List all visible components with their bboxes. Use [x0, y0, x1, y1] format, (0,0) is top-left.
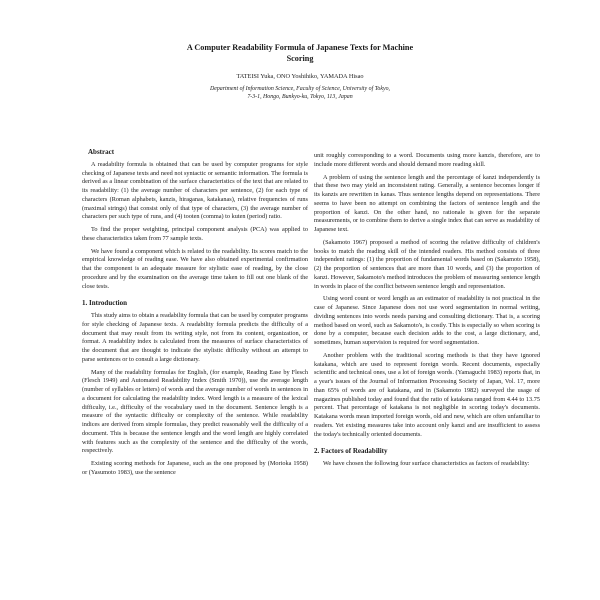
- left-column: [82, 148, 308, 478]
- paper-title: [150, 42, 450, 64]
- body-paragraph: (Sakamoto 1967) proposed a method of scoring the relative difficulty of children's books to match the reading skill of the intended readers. His method consists of three independent ratings: (1) the proportion of fundamental words based on (Sakamoto 1958), (2) the proportion of sentences that are more than 10 words, and (3) the proportion of kanzi. However, Sakamoto's method introduces the problem of measuring sentence length in words in place of the conflict between sentence length and representation.: [314, 238, 540, 290]
- right-column: [314, 152, 540, 469]
- body-paragraph: Using word count or word length as an estimator of readability is not practical in the case of Japanese. Since Japanese does not use word segmentation in normal writing, dividing sentences into words needs parsing and consulting dictionary. That is, a scoring method based on word, such as Sakamoto's, is costly. This is especially so when scoring is done by a computer, because each decision adds to the cost, a large dictionary, and, sometimes, human supervision is required for word segmentation.: [314, 295, 540, 346]
- abstract-paragraph: A readability formula is obtained that can be used by computer programs for style checking of Japanese texts and need not syntactic or semantic information. The formula is derived as a linear combination of the surface characteristics of the text that are related to its readability: (1) the average number of characters per sentence, (2) for each type of characters (Roman alphabets, kanzis, hiraganas, katakanas), relative frequencies of runs (maximal strings) that consist only of that type of characters, (3) the average number of characters per such type of runs, and (4) tooten (comma) to kuten (period) ratio.: [82, 160, 308, 221]
- abstract-paragraph: We have found a component which is related to the readability. Its scores match to the empirical knowledge of reading ease. We have also obtained experimental confirmation that the component is an adequate measure for stylistic ease of reading, by the close procedure and by the examination on the average time taken to fill out one blank of the close tests.: [82, 247, 308, 290]
- body-paragraph: Many of the readability formulas for English, (for example, Reading Ease by Flesch (Flesch 1949) and Automated Readability Index (Smith 1970)), use the average length (number of syllables or letters) of words and the average number of words in sentences in a document for calculating the readability index. Word length is a measure of the lexical difficulty, i.e., difficulty of the vocabulary used in the document. Sentence length is a measure of the syntactic difficulty or complexity of the sentence. While readability indices are derived from simple formulas, they predict reasonably well the difficulty of a document. This is because the sentence length and the word length are highly correlated with features such as the complexity of the sentence and the difficulty of the words, respectively.: [82, 368, 308, 455]
- title-line-2: Scoring: [286, 54, 314, 63]
- body-paragraph: Existing scoring methods for Japanese, such as the one proposed by (Morioka 1958) or (Yasumoto 1983), use the sentence: [82, 460, 308, 476]
- affiliation: [150, 85, 450, 101]
- body-paragraph: This study aims to obtain a readability formula that can be used by computer programs for style checking of Japanese texts. A readability formula predicts the difficulty of a document that may result from its writing style, not from its content, organization, or format. A readability index is calculated from the measures of surface characteristics of the document that are thought to indicate the stylistic difficulty without an attempt to parse sentences or to consult a large dictionary.: [82, 312, 308, 363]
- affiliation-line-1: Department of Information Science, Faculty of Science, University of Tokyo,: [209, 86, 391, 92]
- abstract-heading: Abstract: [88, 148, 115, 156]
- title-line-1: A Computer Readability Formula of Japanese Texts for Machine: [186, 43, 414, 52]
- body-paragraph: Another problem with the traditional scoring methods is that they have ignored katakana, which are used to represent foreign words. Recent documents, especially scientific and technical ones, use a lot of foreign words. (Yamaguchi 1983) reports that, in a year's issues of the Journal of Information Processing Society of Japan, Vol. 17, more than 65% of words are of katakana, and in (Sakamoto 1982) surveyed the usage of magazines published today and found that the ratio of katakana ranged from 4.44 to 13.75 percent. That percentage of katakana is not negligible in scoring today's documents. Katakana words mean imported foreign words, old and new, which are often unfamiliar to readers. Yet existing measures take into account only kanzi and are insufficient to assess the today's technically oriented documents.: [314, 351, 540, 438]
- section-heading-factors: 2. Factors of Readability: [314, 447, 388, 456]
- body-paragraph: unit roughly corresponding to a word. Documents using more kanzis, therefore, are to include more different words and should demand more reading skill.: [314, 152, 540, 168]
- body-paragraph: A problem of using the sentence length and the percentage of kanzi independently is that these two may yield an inconsistent rating. Generally, a sentence becomes longer if its kanzis are rewritten in kanas. Thus sentence lengths depend on representations. There seems to have been no attempt on combining the factors of sentence length and the proportion of kanzi. On the other hand, no rationale is given for the separate measurements, or to combine them to derive a single index that can serve as readability of Japanese text.: [314, 173, 540, 233]
- affiliation-line-2: 7-3-1, Hongo, Bunkyo-ku, Tokyo, 113, Japan: [247, 94, 353, 100]
- section-heading-introduction: 1. Introduction: [82, 299, 127, 308]
- body-paragraph: We have chosen the following four surface characteristics as factors of readability:: [323, 460, 530, 467]
- abstract-paragraph: To find the proper weighting, principal component analysis (PCA) was applied to these characteristics taken from 77 sample texts.: [82, 226, 308, 242]
- author-list: TATEISI Yuka, ONO Yoshihiko, YAMADA Hisao: [236, 73, 364, 80]
